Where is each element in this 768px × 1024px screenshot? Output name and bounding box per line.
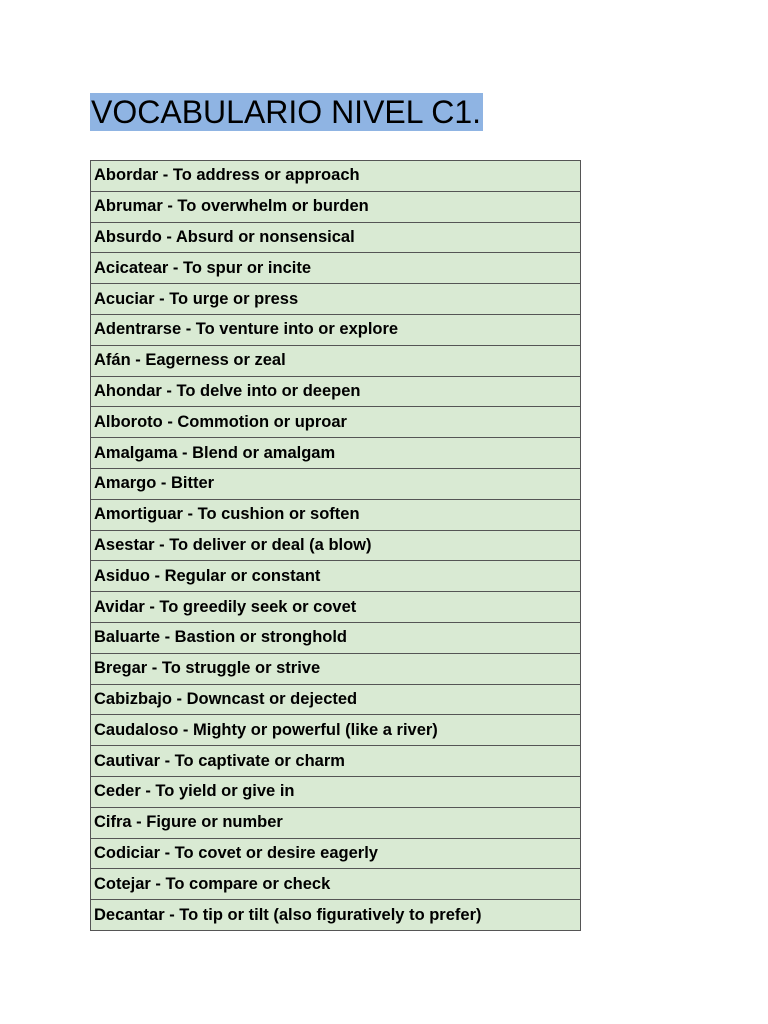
vocabulary-entry: Cabizbajo - Downcast or dejected — [91, 684, 581, 715]
vocabulary-table — [90, 160, 581, 931]
table-row — [91, 314, 581, 345]
table-row — [91, 376, 581, 407]
table-row — [91, 746, 581, 777]
table-row — [91, 222, 581, 253]
vocabulary-entry: Afán - Eagerness or zeal — [91, 345, 581, 376]
vocabulary-entry: Cotejar - To compare or check — [91, 869, 581, 900]
vocabulary-entry: Avidar - To greedily seek or covet — [91, 592, 581, 623]
table-row — [91, 838, 581, 869]
vocabulary-entry: Abordar - To address or approach — [91, 161, 581, 192]
vocabulary-entry: Asiduo - Regular or constant — [91, 561, 581, 592]
table-row — [91, 869, 581, 900]
vocabulary-entry: Amortiguar - To cushion or soften — [91, 499, 581, 530]
page-title: VOCABULARIO NIVEL C1. — [91, 94, 482, 130]
vocabulary-entry: Baluarte - Bastion or stronghold — [91, 622, 581, 653]
table-row — [91, 807, 581, 838]
vocabulary-entry: Acicatear - To spur or incite — [91, 253, 581, 284]
vocabulary-entry: Acuciar - To urge or press — [91, 284, 581, 315]
vocabulary-table-body — [91, 161, 581, 931]
table-row — [91, 468, 581, 499]
table-row — [91, 684, 581, 715]
table-row — [91, 284, 581, 315]
vocabulary-entry: Amalgama - Blend or amalgam — [91, 438, 581, 469]
table-row — [91, 438, 581, 469]
table-row — [91, 561, 581, 592]
vocabulary-entry: Ahondar - To delve into or deepen — [91, 376, 581, 407]
vocabulary-entry: Asestar - To deliver or deal (a blow) — [91, 530, 581, 561]
vocabulary-entry: Abrumar - To overwhelm or burden — [91, 191, 581, 222]
table-row — [91, 345, 581, 376]
vocabulary-entry: Adentrarse - To venture into or explore — [91, 314, 581, 345]
vocabulary-entry: Ceder - To yield or give in — [91, 776, 581, 807]
vocabulary-entry: Caudaloso - Mighty or powerful (like a river) — [91, 715, 581, 746]
table-row — [91, 191, 581, 222]
table-row — [91, 592, 581, 623]
table-row — [91, 776, 581, 807]
vocabulary-entry: Bregar - To struggle or strive — [91, 653, 581, 684]
table-row — [91, 161, 581, 192]
table-row — [91, 622, 581, 653]
table-row — [91, 653, 581, 684]
vocabulary-entry: Alboroto - Commotion or uproar — [91, 407, 581, 438]
vocabulary-entry: Codiciar - To covet or desire eagerly — [91, 838, 581, 869]
vocabulary-entry: Decantar - To tip or tilt (also figuratively to prefer) — [91, 900, 581, 931]
table-row — [91, 715, 581, 746]
table-row — [91, 407, 581, 438]
table-row — [91, 499, 581, 530]
table-row — [91, 900, 581, 931]
vocabulary-entry: Absurdo - Absurd or nonsensical — [91, 222, 581, 253]
table-row — [91, 253, 581, 284]
table-row — [91, 530, 581, 561]
vocabulary-entry: Amargo - Bitter — [91, 468, 581, 499]
vocabulary-entry: Cifra - Figure or number — [91, 807, 581, 838]
vocabulary-entry: Cautivar - To captivate or charm — [91, 746, 581, 777]
